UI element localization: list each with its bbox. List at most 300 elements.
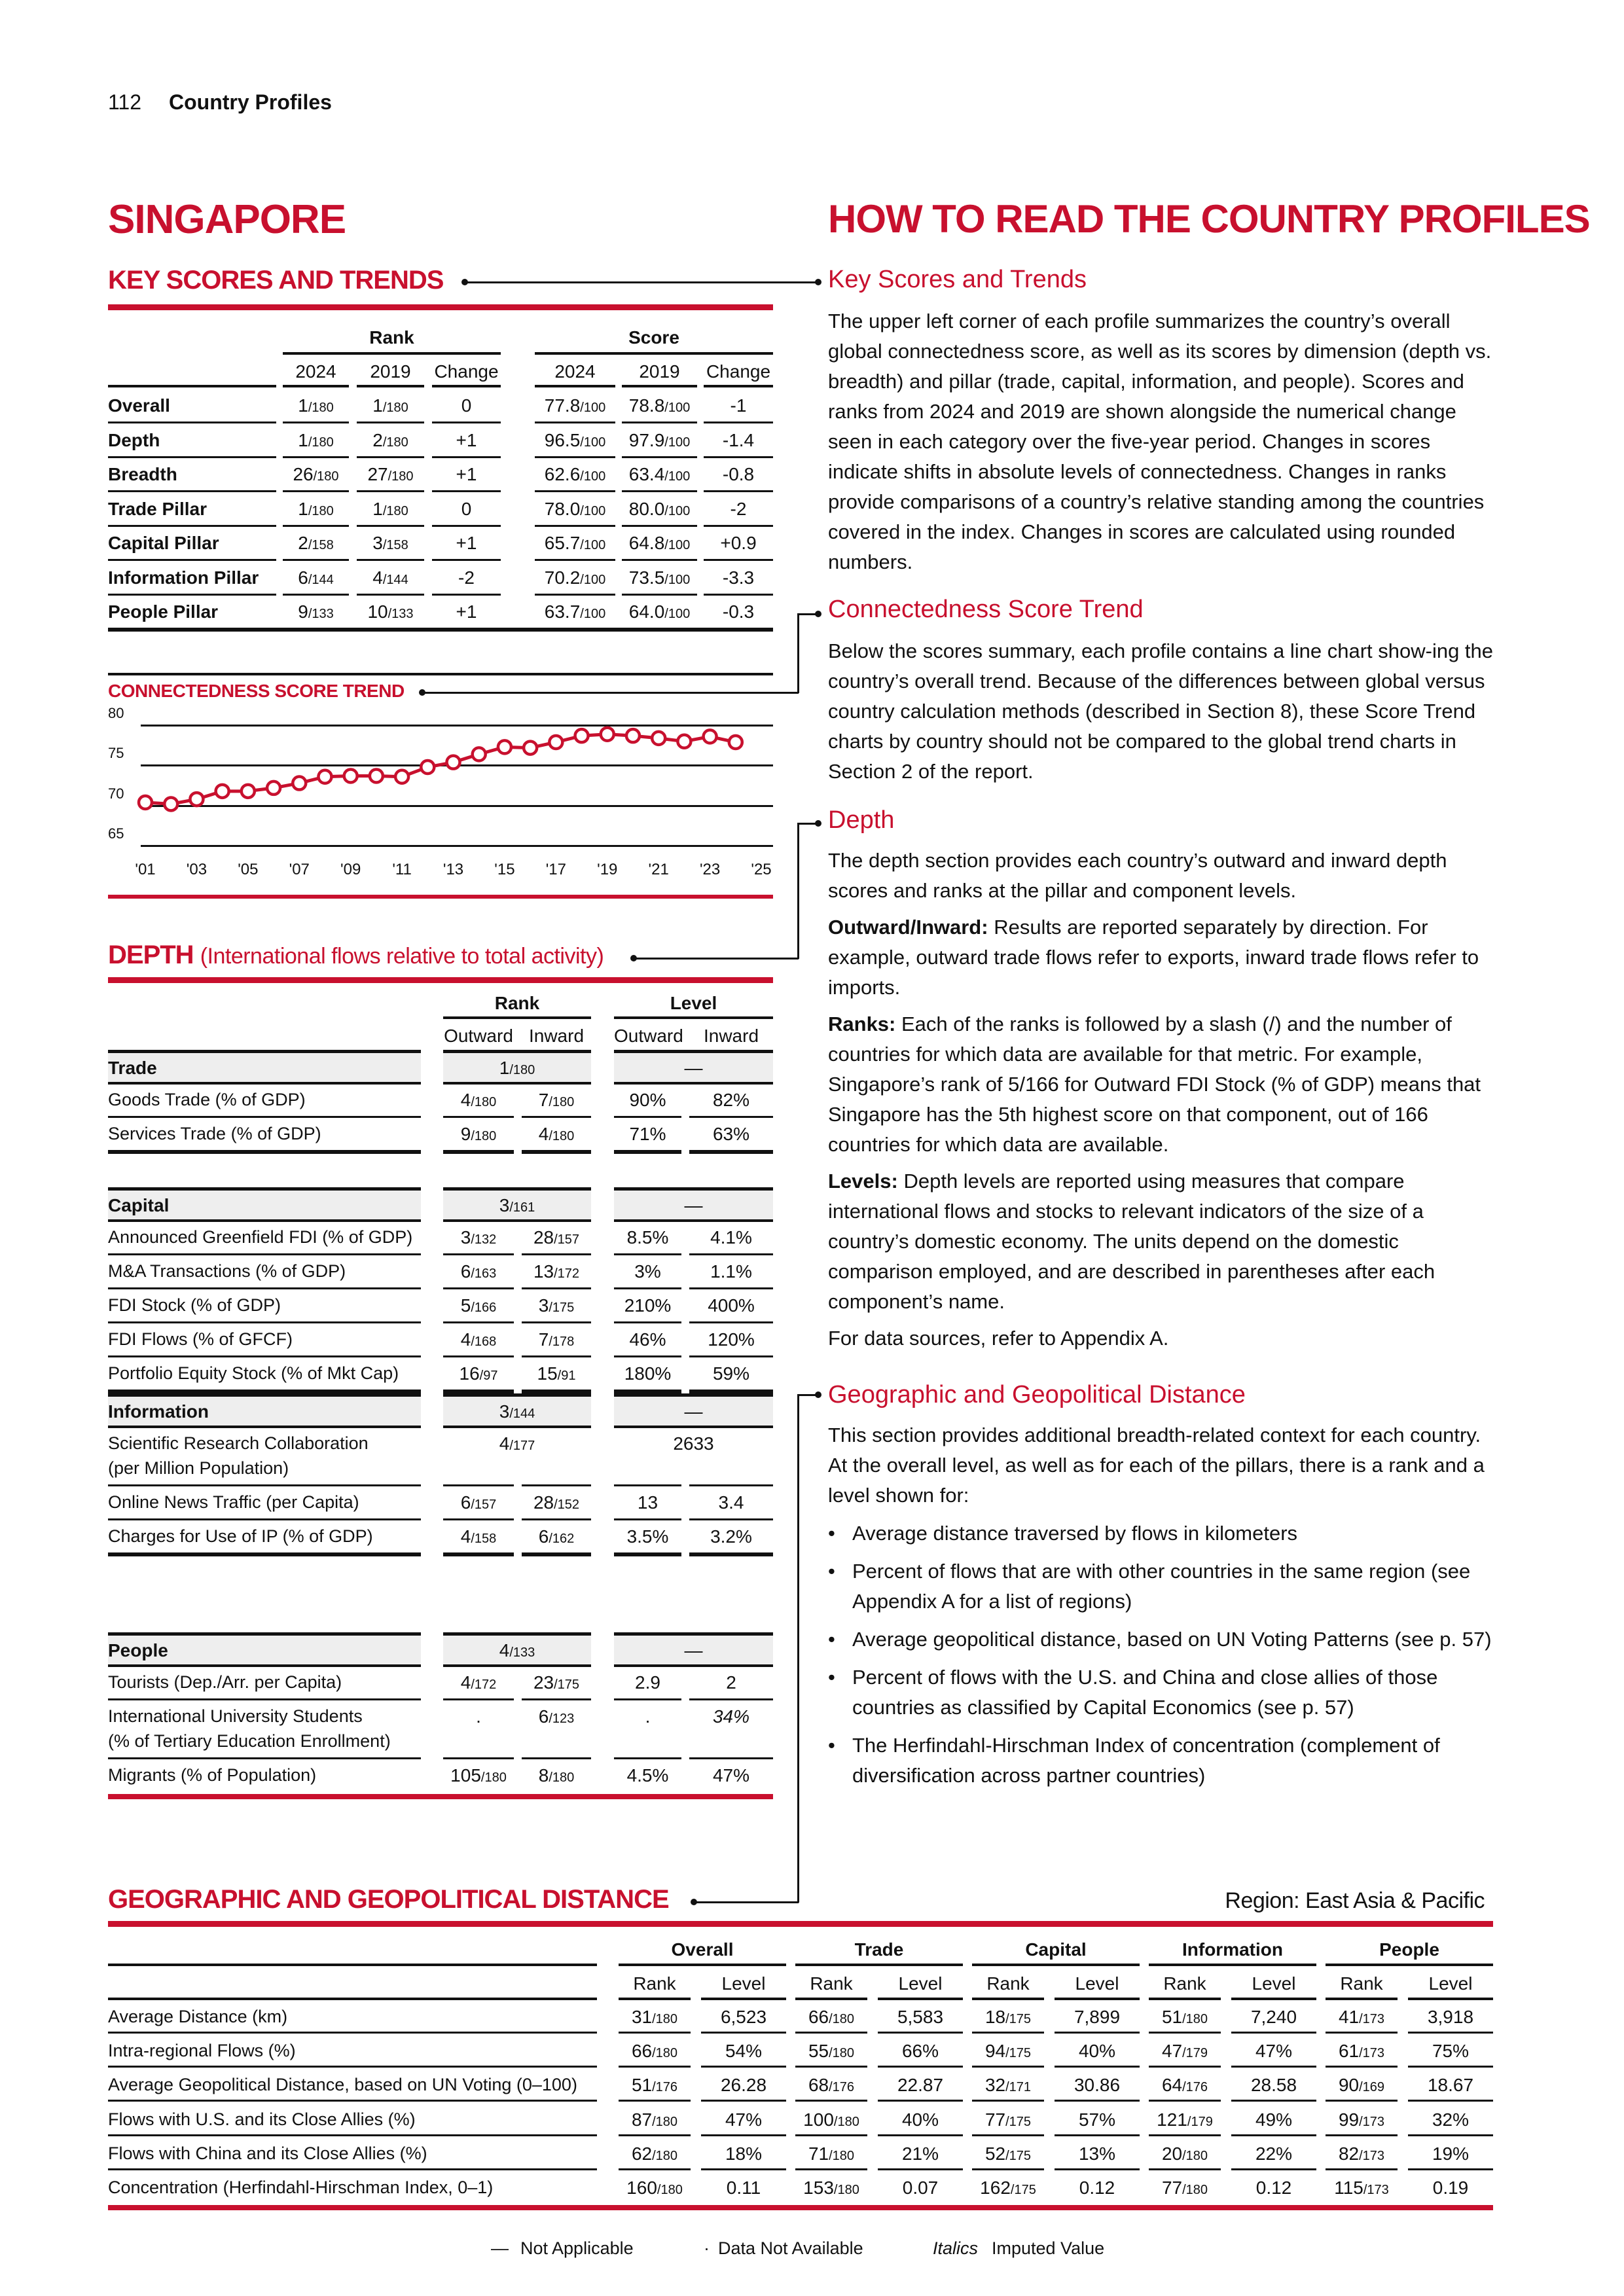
geo-level: 30.86 [1074,2075,1121,2096]
row-rule [108,2134,597,2136]
rank-denominator: /180 [833,2114,859,2129]
geo-rank [972,2041,1044,2062]
geo-subheader-level: Level [898,1973,943,1994]
rank-denominator: /173 [1363,2183,1389,2197]
connector-dot-icon [815,611,821,617]
rank-denominator: /180 [829,2046,855,2061]
component-label: Portfolio Equity Stock (% of Mkt Cap) [108,1363,399,1383]
rank-denominator: /180 [652,2148,678,2163]
outin-paragraph [828,912,1496,1003]
legend-na-symbol: — [491,2238,509,2258]
rank-number: 20 [1161,2143,1183,2164]
howto-geo-heading: Geographic and Geopolitical Distance [828,1381,1246,1408]
rank-denominator: /179 [1187,2114,1213,2129]
component-label: Services Trade (% of GDP) [108,1124,321,1143]
geo-subheader-rank: Rank [986,1973,1030,1994]
x-tick-label: '11 [392,861,412,878]
geo-rank [619,2144,691,2164]
rank-denominator: /100 [580,435,606,450]
depth-subtitle: (International flows relative to total activity) [200,944,604,969]
subheader-rule [972,1998,1044,2000]
rank-number: 61 [1338,2041,1360,2062]
data-point-marker [549,736,562,749]
row-rule [108,1757,421,1759]
row-rule [972,2032,1044,2034]
row-rule [614,1355,681,1357]
pillar-level: — [684,1640,703,1660]
geo-group-header: Trade [854,1939,904,1960]
level-group-rule [614,1016,773,1019]
row-rule [1231,2100,1316,2102]
rank-denominator: /173 [1359,2114,1385,2129]
row-rule [522,1355,591,1357]
rank-denominator: /157 [471,1498,497,1512]
geo-group-rule [795,1964,963,1966]
row-rule [701,2100,786,2102]
row-rule [522,1484,591,1486]
y-tick-label: 75 [108,745,124,762]
geo-rank [1149,2109,1221,2130]
geo-level: 19% [1432,2143,1470,2164]
inward-level: 400% [708,1295,755,1316]
row-rule [614,1253,681,1255]
inward-rank [522,1672,591,1693]
rank-number: 10 [367,601,388,622]
howto-trend-text: Below the scores summary, each profile contains a line chart show-ing the country’s overall trend. Because of the differences between global versus country calculation methods (described in Section 8), these Score Trend charts by country should not be compared to the global trend charts in Section 2 of the report. [828,639,1494,783]
label-header-rule [108,1964,597,1966]
row-rule [972,2168,1044,2170]
geo-subheader-level: Level [1252,1973,1296,1994]
connector-dot-icon [815,1391,821,1398]
inward-rank [522,1227,591,1248]
row-rule [972,2066,1044,2068]
row-rule [795,2100,867,2102]
outward-rank [443,1526,514,1547]
rank-number: 100 [803,2109,834,2130]
ranks-paragraph [828,1009,1496,1160]
inward-level: 2 [726,1672,736,1693]
outward-rank [443,1706,514,1727]
rank-denominator: /132 [471,1232,497,1247]
inward-level: 1.1% [710,1261,752,1282]
rank-number: 27 [367,464,388,484]
row-rule [619,2100,691,2102]
rank-denominator: /100 [664,503,691,518]
rank-number: 78.0 [544,498,581,519]
geo-heading: GEOGRAPHIC AND GEOPOLITICAL DISTANCE [108,1885,669,1914]
rank-number: 47 [1161,2041,1183,2062]
inward-rank [522,1261,591,1282]
geo-level: 0.07 [902,2178,939,2198]
subheader-rule [795,1998,867,2000]
row-rule [614,1219,773,1222]
geo-level: 49% [1255,2109,1293,2130]
subheader-rule [878,1998,963,2000]
subheader-rule [1055,1998,1140,2000]
data-point-marker [677,735,691,748]
rank-number: 4 [499,1640,510,1660]
row-rule [522,1698,591,1700]
geo-rank [1149,2144,1221,2164]
geo-rank [619,2109,691,2130]
x-tick-label: '23 [699,861,721,878]
running-header: Country Profiles [169,90,332,114]
geo-rank [1149,2178,1221,2198]
subheader-rule [701,1998,786,2000]
rank-denominator: /163 [471,1266,497,1281]
rank-number: 9 [298,601,308,622]
rank-number: 7 [538,1090,549,1110]
row-rule [1149,2168,1221,2170]
inward-rank [522,1295,591,1316]
data-point-marker [601,728,614,741]
rank-denominator: /123 [549,1712,575,1726]
rank-number: 97.9 [628,429,665,450]
geo-level: 75% [1432,2041,1470,2062]
rank-denominator: /100 [664,538,691,552]
outin-label: Outward/Inward: [828,916,988,939]
row-rule [108,1484,421,1486]
rank-denominator: /100 [580,538,606,552]
rank-group-header: Rank [369,327,414,348]
rank-group-rule [443,1016,591,1019]
rank-number: 6 [460,1261,471,1282]
howto-depth-heading: Depth [828,806,895,834]
howto-key-text: The upper left corner of each profile summarizes the country’s overall global connectedness score, as well as its scores by dimension (depth vs. breadth) and pillar (trade, capital, information, and people). Scores and ranks from 2024 and 2019 are shown alongside the numerical change seen in each category over the five-year period. Changes in scores indicate shifts in absolute levels of connectedness. Changes in ranks provide comparisons of a country’s relative standing among the countries covered in the index. Changes in scores are calculated using rounded numbers. [828,310,1492,573]
x-tick-label: '19 [597,861,618,878]
geo-row-label: Concentration (Herfindahl-Hirschman Index, 0–1) [108,2178,494,2197]
geo-subheader-rank: Rank [633,1973,676,1994]
rank-number: 68 [808,2075,829,2096]
row-rule [619,2168,691,2170]
column-header: 2024 [554,361,596,382]
row-rule [1408,2100,1493,2102]
geo-rank [1326,2178,1398,2198]
row-rule [619,2032,691,2034]
row-rule [795,2134,867,2136]
outward-level: 71% [629,1124,666,1144]
rank-denominator: /180 [382,401,408,415]
rank-number: 3 [460,1227,471,1247]
row-rule [108,1664,421,1667]
rank-denominator: /100 [580,503,606,518]
subheader-rule [1326,1998,1398,2000]
geo-subheader-rank: Rank [1340,1973,1383,1994]
rank-number: 121 [1157,2109,1187,2130]
row-rule [108,2032,597,2034]
rank-denominator: /180 [549,1129,575,1143]
rank-group-header: Rank [494,993,540,1013]
geo-rank [795,2041,867,2062]
data-point-marker [421,761,434,774]
rank-number: 4 [499,1433,510,1454]
rank-denominator: /176 [1182,2080,1208,2095]
row-rule [1408,2032,1493,2034]
rank-number: 162 [980,2178,1011,2198]
outward-rank [443,1090,514,1111]
pillar-level: — [684,1401,703,1422]
row-rule [522,1321,591,1323]
pillar-level: — [684,1058,703,1078]
geo-level: 7,899 [1074,2007,1121,2027]
row-rule [443,1518,514,1520]
row-rule [1055,2066,1140,2068]
geo-rank [1326,2144,1398,2164]
row-rule [689,1552,773,1556]
depth-title: DEPTH [108,941,194,969]
rank-number: 52 [984,2143,1006,2164]
rank-number: 3 [372,533,383,553]
geo-subheader-rank: Rank [1163,1973,1206,1994]
inward-rank [522,1492,591,1513]
rank-denominator: /144 [509,1407,535,1421]
row-rule [1231,2134,1316,2136]
combined-level: 2633 [673,1433,714,1454]
pillar-rank [443,1640,591,1661]
pillar-rank [443,1401,591,1422]
rank-denominator: /175 [1005,2046,1032,2061]
rank-denominator: /158 [471,1532,497,1546]
rank-number: 64.8 [628,533,665,553]
outward-rank [443,1363,514,1384]
rank-denominator: /162 [549,1532,575,1546]
rank-number: 65.7 [544,533,581,553]
row-rule [108,1518,421,1520]
change-cell: -2 [730,498,747,519]
row-rule [108,1150,421,1154]
rank-denominator: /133 [388,607,414,621]
column-header: Change [434,361,499,382]
rank-number: 9 [460,1124,471,1144]
outward-rank [443,1329,514,1350]
rank-number: 70.2 [544,567,581,588]
geo-rank [795,2178,867,2198]
rank-denominator: /175 [1010,2183,1036,2197]
geo-rank [972,2144,1044,2164]
rank-denominator: /180 [471,1129,497,1143]
rank-number: 6 [538,1706,549,1727]
rank-number: 1 [298,429,308,450]
rank-number: 4 [460,1672,471,1693]
x-tick-label: '09 [340,861,361,878]
rank-number: 71 [808,2143,829,2164]
outward-rank [443,1295,514,1316]
inward-level: 82% [712,1090,750,1110]
change-cell: +1 [456,429,477,450]
connector-dot-icon [461,279,468,285]
pillar-rank [443,1058,591,1079]
rank-denominator: /100 [664,435,691,450]
row-rule [443,1219,591,1222]
row-rule [443,1355,514,1357]
row-rule [1149,2032,1221,2034]
chart-bottom-rule [108,895,773,899]
geo-rank [619,2178,691,2198]
levels-text: Depth levels are reported using measures that compare international flows and stocks to relevant indicators of the size of a country’s domestic economy. The units depend on the domestic comparison employed, and are described in parentheses after each component’s name. [828,1170,1435,1313]
row-rule [614,1287,681,1289]
x-tick-label: '07 [289,861,310,878]
geo-level: 66% [901,2041,939,2062]
inward-level: 59% [712,1363,750,1384]
rank-denominator: /180 [829,2012,855,2026]
component-label-line2: (per Million Population) [108,1458,289,1478]
row-label: Overall [108,395,170,416]
data-point-marker [473,747,486,761]
rank-denominator: /133 [308,607,334,621]
row-rule [619,2066,691,2068]
x-tick-label: '05 [238,861,259,878]
row-rule [108,1552,421,1556]
rank-number: 64 [1161,2075,1183,2096]
row-rule [108,1116,421,1118]
rank-denominator: /176 [652,2080,678,2095]
change-cell: -2 [458,567,475,588]
geo-bullet-item: • Average geopolitical distance, based on UN Voting Patterns (see p. 57) [828,1624,1496,1655]
geo-level: 18.67 [1427,2075,1474,2096]
rank-number: 73.5 [628,567,665,588]
component-label-line2: (% of Tertiary Education Enrollment) [108,1731,391,1751]
rank-denominator: /180 [308,503,334,518]
x-tick-label: '13 [442,861,464,878]
data-point-marker [370,770,383,783]
subheader-rule [619,1998,691,2000]
geo-group-rule [619,1964,786,1966]
geo-bullet-item: • Average distance traversed by flows in kilometers [828,1518,1496,1549]
connector-segment [422,692,799,694]
change-cell: +1 [456,601,477,622]
rank-number: 41 [1338,2007,1360,2027]
row-rule [795,2066,867,2068]
rank-number: 63.7 [544,601,581,622]
rank-denominator: /100 [580,607,606,621]
legend-dna-label: Data Not Available [718,2238,863,2258]
rank-denominator: /180 [833,2183,859,2197]
rank-number: 66 [808,2007,829,2027]
rank-denominator: /180 [652,2114,678,2129]
row-rule [443,1484,514,1486]
rank-denominator: /152 [554,1498,580,1512]
row-rule [614,1757,681,1759]
row-rule [443,1253,514,1255]
inward-rank [522,1526,591,1547]
rank-denominator: /175 [549,1300,575,1315]
geo-bottom-rule [108,2205,1493,2210]
column-header: Inward [703,1026,759,1046]
column-header: Outward [614,1026,683,1046]
rank-number: 3 [538,1295,549,1316]
row-rule [1408,2066,1493,2068]
score-group-header: Score [628,327,679,348]
geo-level: 5,583 [897,2007,944,2027]
rank-number: 3 [499,1401,510,1422]
rank-denominator: /180 [509,1063,535,1077]
row-rule [108,2100,597,2102]
geo-level: 0.11 [726,2178,761,2198]
rank-number: 62.6 [544,464,581,484]
row-rule [614,1116,681,1118]
rank-number: 1 [298,498,308,519]
row-rule [689,1253,773,1255]
change-cell: +0.9 [720,533,757,553]
country-title: SINGAPORE [108,197,346,242]
inward-level: 4.1% [710,1227,752,1247]
howto-trend-heading: Connectedness Score Trend [828,596,1144,623]
geo-level: 28.58 [1250,2075,1297,2096]
row-rule [614,1518,681,1520]
pillar-label: Trade [108,1058,157,1078]
geo-level: 22% [1255,2143,1293,2164]
rank-number: 15 [537,1363,558,1384]
data-point-marker [139,796,152,809]
geo-subheader-level: Level [1428,1973,1473,1994]
outward-level: 13 [637,1492,659,1513]
row-rule [443,1698,514,1700]
rank-number: 4 [460,1090,471,1110]
rank-number: 18 [984,2007,1006,2027]
data-point-marker [524,742,537,755]
rank-number: 23 [533,1672,554,1693]
data-point-marker [447,756,460,769]
rank-denominator: /158 [382,538,408,552]
geo-level: 32% [1432,2109,1470,2130]
combined-rank [443,1433,591,1454]
row-rule [108,1355,421,1357]
subheader-rule [1149,1998,1221,2000]
change-cell: +1 [456,533,477,553]
data-point-marker [498,740,511,753]
rank-denominator: /100 [580,572,606,587]
region-label: Region: East Asia & Pacific [1225,1888,1485,1913]
component-label: Scientific Research Collaboration [108,1433,369,1453]
row-rule [614,1321,681,1323]
rank-denominator: /166 [471,1300,497,1315]
rank-denominator: /100 [664,572,691,587]
change-cell: 0 [461,395,472,416]
geo-group-header: Capital [1025,1939,1087,1960]
geo-row-label: Average Distance (km) [108,2007,288,2026]
rank-number: 5 [460,1295,471,1316]
geo-rank [972,2007,1044,2028]
rank-number: 4 [460,1329,471,1350]
level-group-header: Level [670,993,717,1013]
row-rule [1408,2134,1493,2136]
rank-denominator: /180 [313,469,339,484]
rank-denominator: /158 [308,538,334,552]
rank-denominator: /173 [1359,2148,1385,2163]
row-rule [1149,2100,1221,2102]
geo-group-header: Information [1182,1939,1283,1960]
geo-rank [619,2075,691,2096]
rank-denominator: /100 [580,469,606,484]
row-rule [443,1321,514,1323]
outward-level: 210% [624,1295,672,1316]
connector-dot-icon [815,279,821,285]
rank-denominator: /178 [549,1335,575,1349]
row-rule [1055,2032,1140,2034]
rank-number: . [476,1706,481,1727]
row-rule [878,2134,963,2136]
x-tick-label: '01 [135,861,156,878]
rank-denominator: /97 [479,1369,498,1383]
rank-number: 2 [298,533,308,553]
row-rule [701,2066,786,2068]
row-rule [443,1664,591,1667]
geo-rank [795,2007,867,2028]
rank-denominator: /180 [549,1095,575,1109]
row-rule [614,1426,773,1428]
row-rule [1149,2066,1221,2068]
row-label: People Pillar [108,601,219,622]
